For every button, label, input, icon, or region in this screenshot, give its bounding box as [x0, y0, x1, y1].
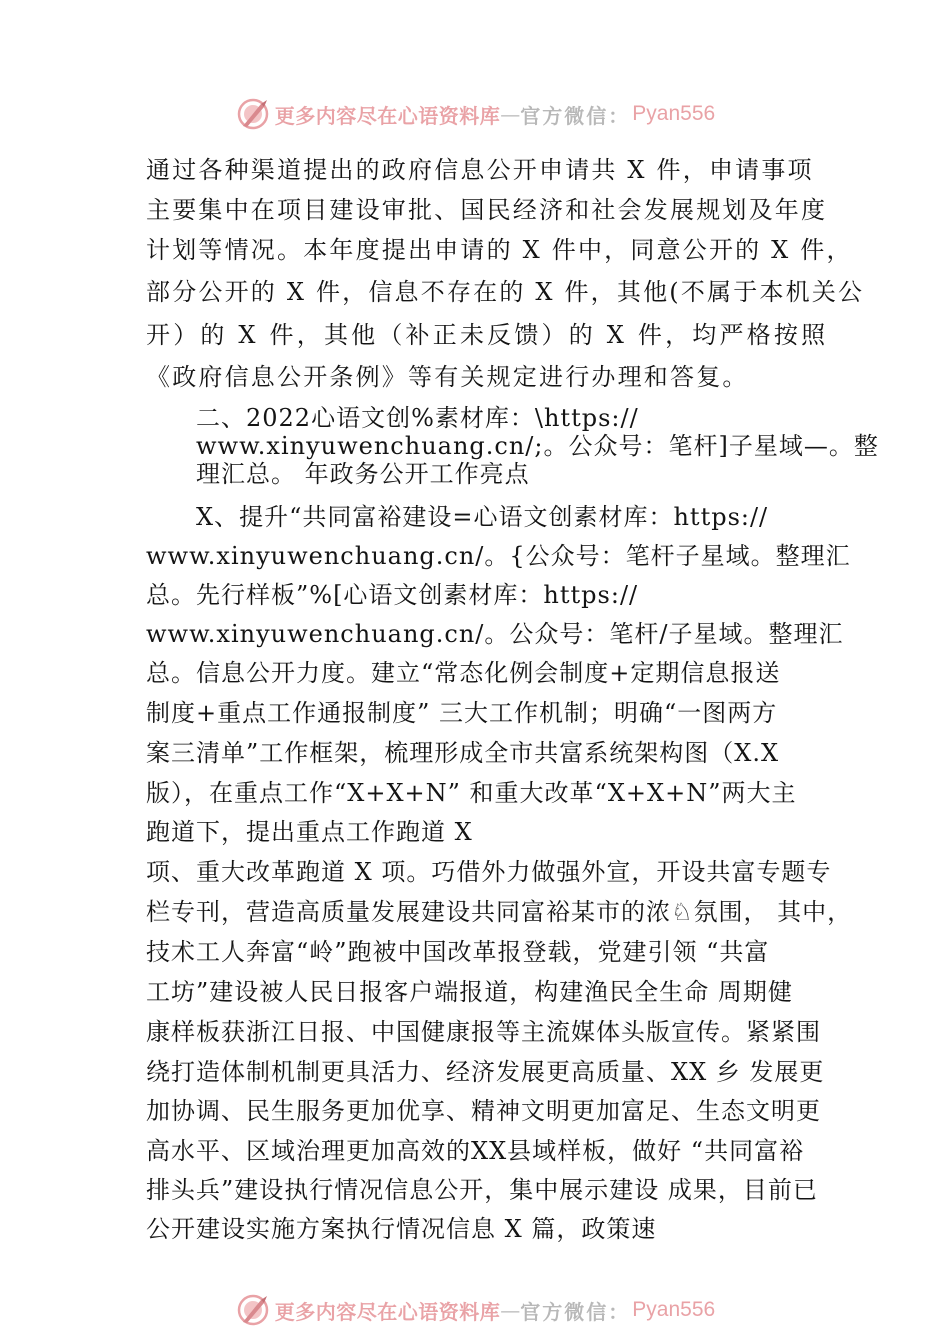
- body-line: 加协调、民生服务更加优享、精神文明更加富足、生态文明更: [146, 1097, 821, 1125]
- banner-text: 更多内容尽在心语资料库: [274, 103, 501, 128]
- body-line: 工坊”建设被人民日报客户端报道，构建渔民全生命 周期健: [146, 978, 793, 1006]
- body-line: 案三清单”工作框架，梳理形成全市共富系统架构图（X.X: [146, 739, 780, 767]
- quill-seal-icon: [235, 96, 271, 132]
- body-line: 通过各种渠道提出的政府信息公开申请共 X 件，申请事项: [146, 156, 814, 184]
- body-line: 开）的 X 件，其他（补正未反馈）的 X 件，均严格按照: [146, 321, 829, 349]
- footer-watermark-banner: [0, 1288, 950, 1332]
- banner-dash: —: [500, 102, 521, 126]
- banner-wechat-id: Pyan556: [632, 1298, 716, 1321]
- header-watermark-banner: [0, 92, 950, 136]
- body-line: 技术工人奔富“岭”跑被中国改革报登载，党建引领 “共富: [146, 938, 770, 966]
- body-line: www.xinyuwenchuang.cn/。公众号：笔杆/子星域。整理汇: [146, 620, 844, 648]
- body-line: 部分公开的 X 件，信息不存在的 X 件，其他(不属于本机关公: [146, 278, 865, 306]
- heading-line: www.xinyuwenchuang.cn/;。公众号：笔杆]子星域—。整: [196, 432, 879, 460]
- body-line: 排头兵”建设执行情况信息公开，集中展示建设 成果，目前已: [146, 1176, 818, 1204]
- body-line: 总。先行样板”%[心语文创素材库：https://: [146, 581, 639, 609]
- body-line: 版），在重点工作“X+X+N” 和重大改革“X+X+N”两大主: [146, 779, 797, 807]
- heading-line: 二、2022心语文创%素材库：\https://: [196, 404, 639, 432]
- body-line: 绕打造体制机制更具活力、经济发展更高质量、XX 乡 发展更: [146, 1058, 825, 1086]
- body-line: 高水平、区域治理更加高效的XX县域样板，做好 “共同富裕: [146, 1137, 805, 1165]
- body-line: X、提升“共同富裕建设=心语文创素材库：https://: [196, 503, 769, 531]
- body-line: 主要集中在项目建设审批、国民经济和社会发展规划及年度: [146, 196, 828, 224]
- quill-seal-icon: [235, 1292, 271, 1328]
- body-line: 总。信息公开力度。建立“常态化例会制度+定期信息报送: [146, 659, 781, 687]
- banner-wechat-id: Pyan556: [632, 102, 716, 125]
- banner-text: 更多内容尽在心语资料库: [274, 1299, 501, 1324]
- body-line: 计划等情况。本年度提出申请的 X 件中，同意公开的 X 件，: [146, 236, 853, 264]
- body-line: 栏专刊，营造高质量发展建设共同富裕某市的浓♘氛围， 其中，: [146, 898, 853, 926]
- banner-dash: —: [500, 1298, 521, 1322]
- body-line: 跑道下，提出重点工作跑道 X: [146, 818, 473, 846]
- banner-wechat-label: 官方微信：: [520, 1299, 631, 1324]
- banner-wechat-label: 官方微信：: [520, 103, 631, 128]
- body-line: www.xinyuwenchuang.cn/。{公众号：笔杆子星域。整理汇: [146, 542, 851, 570]
- body-line: 公开建设实施方案执行情况信息 X 篇，政策速: [146, 1215, 657, 1243]
- body-line: 制度+重点工作通报制度” 三大工作机制；明确“一图两方: [146, 699, 778, 727]
- body-line: 项、重大改革跑道 X 项。巧借外力做强外宣，开设共富专题专: [146, 858, 832, 886]
- body-line: 康样板获浙江日报、中国健康报等主流媒体头版宣传。紧紧围: [146, 1018, 821, 1046]
- heading-line: 理汇总。 年政务公开工作亮点: [196, 460, 530, 488]
- body-line: 《政府信息公开条例》等有关规定进行办理和答复。: [146, 363, 749, 391]
